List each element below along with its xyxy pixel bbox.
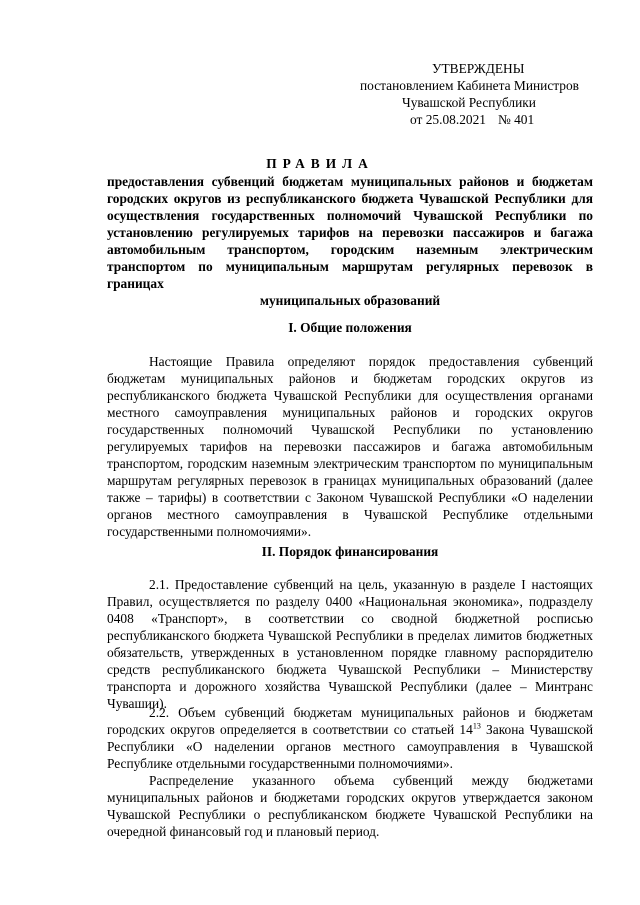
paragraph-2-2-end: Закона Чувашской Республики «О наделении органов местного самоуправления в Чувашской Республике отдельными государственными полномочиями». — [107, 722, 594, 771]
document-title: ПРАВИЛА — [266, 156, 374, 171]
approval-title: УТВЕРЖДЕНЫ — [432, 61, 525, 76]
subtitle-last-line: муниципальных образований — [259, 293, 441, 308]
paragraph-2-2 — [107, 704, 593, 772]
subtitle-body: предоставления субвенций бюджетам муниципальных районов и бюджетам городских округов из республиканского бюджета Чувашской Республики для осуществления государственных полномочий Чувашской Республики по установлению регулируемых тарифов на перевозки пассажиров и багажа автомобильным транспортом, городским наземным электрическим транспортом по муниципальным маршрутам регулярных перевозок в границах — [107, 174, 593, 291]
article-superscript: 13 — [472, 721, 481, 731]
approval-stamp — [360, 60, 610, 128]
document-subtitle — [107, 173, 593, 309]
paragraph-2-2-start: 2.2. Объем субвенций бюджетам муниципальных районов и бюджетам городских округов определяется в соответствии со статьей 14 — [107, 705, 593, 737]
section-heading-general: I. Общие положения — [288, 320, 412, 335]
paragraph-distribution: Распределение указанного объема субвенций между бюджетами муниципальных районов и бюджетами городских округов утверждается законом Чувашской Республики о республиканском бюджете Чувашской Республики на очередной финансовый год и плановый период. — [107, 773, 593, 839]
paragraph-general: Настоящие Правила определяют порядок предоставления субвенций бюджетам муниципальных районов и бюджетам городских округов из республиканского бюджета Чувашской Республики для осуществления органами местного самоуправления муниципальных районов и городских округов государственных полномочий Чувашской Республики по установлению регулируемых тарифов на перевозки пассажиров и багажа автомобильным транспортом, городским наземным электрическим транспортом по муниципальным маршрутам регулярных перевозок в границах муниципальных образований (далее также – тарифы) в соответствии с Законом Чувашской Республики «О наделении органов местного самоуправления в Чувашской Республике отдельными государственными полномочиями». — [107, 354, 593, 539]
approval-region: Чувашской Республики — [402, 95, 536, 110]
approval-issuer: постановлением Кабинета Министров — [360, 78, 579, 93]
paragraph-2-1: 2.1. Предоставление субвенций на цель, указанную в разделе I настоящих Правил, осуществляется по разделу 0400 «Национальная экономика», подразделу 0408 «Транспорт», в соответствии со сводной бюджетной росписью республиканского бюджета Чувашской Республики в пределах лимитов бюджетных обязательств, утвержденных в установленном порядке главному распорядителю средств республиканского бюджета Чувашской Республики – Министерству транспорта и дорожного хозяйства Чувашской Республики (далее – Минтранс Чувашии). — [107, 577, 593, 711]
section-heading-financing: II. Порядок финансирования — [261, 544, 439, 559]
approval-number: № 401 — [497, 112, 535, 127]
approval-date-line — [360, 111, 610, 128]
approval-date: от 25.08.2021 — [410, 112, 486, 127]
